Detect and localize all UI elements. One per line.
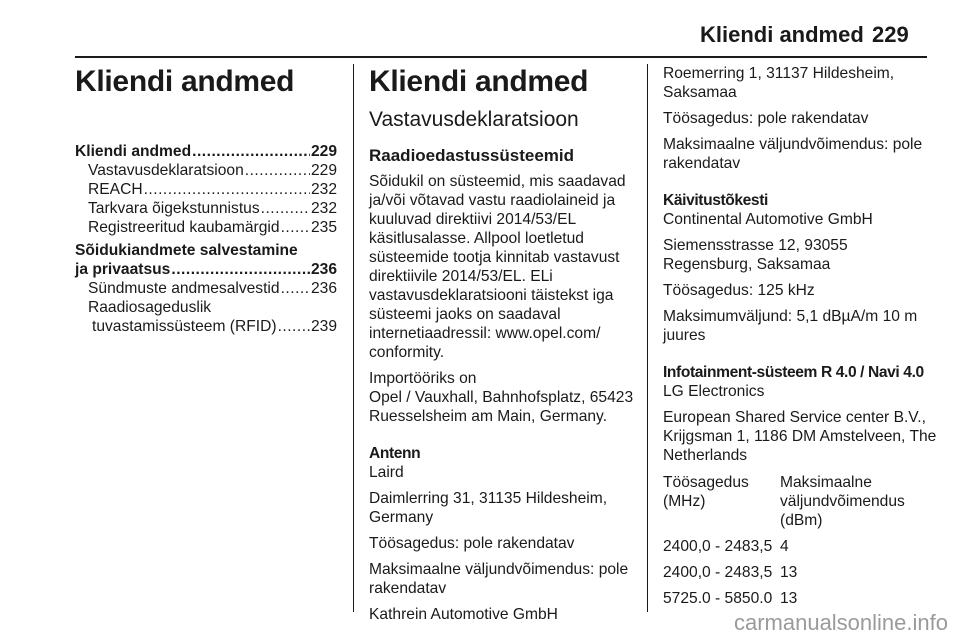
infotainment-address: European Shared Service center B.V., Krijgsman 1, 1186 DM Amstelveen, The Netherlands — [663, 409, 937, 464]
middle-column — [369, 64, 635, 624]
kathrein-frequency: Töösagedus: pole rakendatav — [663, 110, 869, 127]
table-cell: 5725.0 - 5850.0 — [663, 590, 773, 607]
table-row — [663, 556, 938, 582]
antenna-power: Maksimaalne väljundvõimendus: pole rakendatav — [369, 561, 629, 597]
subsection-title: Raadioedastussüsteemid — [369, 146, 575, 165]
column-divider-2 — [647, 64, 648, 612]
table-header-row — [663, 473, 938, 530]
infotainment-maker: LG Electronics — [663, 383, 765, 400]
antenna-address: Daimlerring 31, 31135 Hildesheim, Germany — [369, 490, 608, 526]
kathrein-address: Roemerring 1, 31137 Hildesheim, Saksamaa — [663, 65, 895, 101]
immobilizer-field: Maksimumväljund: 5,1 dBµA/m 10 m juures — [663, 308, 918, 344]
intro-paragraph: Sõidukil on süsteemid, mis saadavad ja/või võtavad vastu raadiolaineid ja kuuluvad direktiivi 2014/53/EL käsitlusalasse. Allpool loetletud süsteemide tootja kinnitab vastavust direktiivile 2014/53/EL. ELi vastavusdeklaratsiooni täistekst iga süsteemi jaoks on saadaval internetiaadressil: www.opel.com/ conformity. — [369, 173, 626, 361]
kathrein-power: Maksimaalne väljundvõimendus: pole rakendatav — [663, 136, 923, 172]
table-cell: 13 — [780, 564, 798, 581]
toc-entry[interactable]: REACH ..... 232 — [75, 180, 337, 199]
header-rule — [75, 56, 927, 58]
table-cell: 4 — [780, 538, 789, 555]
section-title: Vastavusdeklaratsioon — [369, 108, 579, 131]
section-chapter-title: Kliendi andmed — [369, 65, 589, 98]
immobilizer-heading: Käivitustõkesti — [663, 192, 768, 209]
antenna-frequency: Töösagedus: pole rakendatav — [369, 535, 575, 552]
importer-address: Opel / Vauxhall, Bahnhofsplatz, 65423 Ruesselsheim am Main, Germany. — [369, 389, 634, 425]
frequency-table — [663, 473, 938, 608]
chapter-toc — [75, 142, 337, 336]
chapter-title: Kliendi andmed — [75, 65, 295, 98]
table-header-cell: Töösagedus (MHz) — [663, 474, 749, 510]
toc-entry[interactable]: Raadiosageduslik tuvastamissüsteem (RFID) ..... 239 — [75, 298, 337, 336]
infotainment-heading: Infotainment-süsteem R 4.0 / Navi 4.0 — [663, 364, 924, 381]
antenna-maker: Laird — [369, 464, 404, 481]
toc-entry[interactable]: Kliendi andmed ..... 229 — [75, 142, 337, 161]
table-cell: 2400,0 - 2483,5 — [663, 538, 773, 555]
toc-entry[interactable]: Vastavusdeklaratsioon ..... 229 — [75, 161, 337, 180]
importer-label: Importööriks on — [369, 370, 477, 387]
left-column — [75, 64, 337, 336]
immobilizer-frequency: Töösagedus: 125 kHz — [663, 282, 815, 299]
table-cell: 2400,0 - 2483,5 — [663, 564, 773, 581]
table-row — [663, 582, 938, 608]
running-header-title: Kliendi andmed — [700, 22, 864, 47]
toc-entry[interactable]: Tarkvara õigekstunnistus ..... 232 — [75, 199, 337, 218]
watermark: carmanualsonline.info — [733, 610, 948, 635]
page-number: 229 — [872, 22, 909, 47]
right-column — [663, 64, 938, 608]
immobilizer-address: Siemensstrasse 12, 93055 Regensburg, Saksamaa — [663, 237, 848, 273]
table-row — [663, 530, 938, 556]
antenna-maker-2: Kathrein Automotive GmbH — [369, 606, 558, 623]
toc-entry[interactable]: Sündmuste andmesalvestid ..... 236 — [75, 279, 337, 298]
immobilizer-maker: Continental Automotive GmbH — [663, 211, 873, 228]
toc-entry[interactable]: Sõidukiandmete salvestamine ja privaatsus ..... 236 — [75, 241, 337, 279]
antenna-heading: Antenn — [369, 445, 421, 462]
toc-entry[interactable]: Registreeritud kaubamärgid ..... 235 — [75, 218, 337, 237]
column-divider-1 — [353, 64, 354, 612]
table-cell: 13 — [780, 590, 798, 607]
table-header-cell: Maksimaalne väljundvõimendus (dBm) — [780, 474, 905, 529]
